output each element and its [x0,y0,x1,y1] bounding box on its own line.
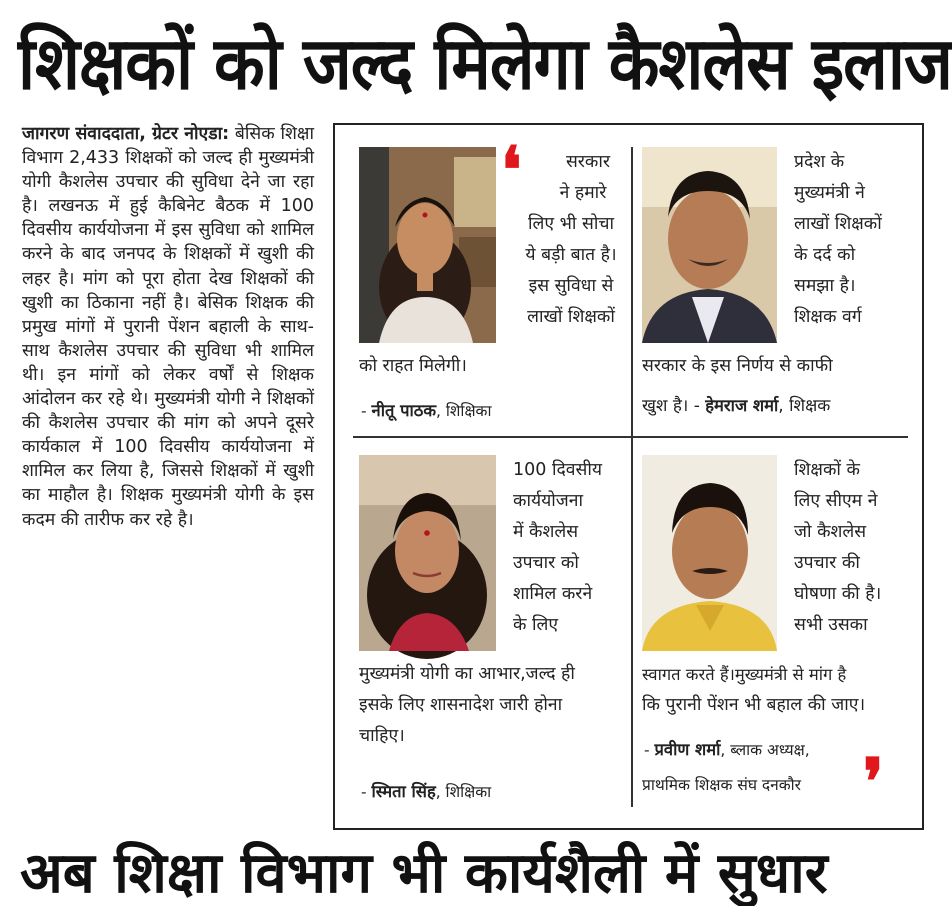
quote-1-role: , शिक्षिका [436,402,492,420]
quote-1-tail: को राहत मिलेगी। [359,356,467,376]
quote-1-attribution: - नीतू पाठक, शिक्षिका [361,401,492,420]
vertical-divider [631,147,633,807]
quote-3-line: कार्ययोजना [513,491,584,511]
photo-smita-singh [359,455,496,651]
photo-praveen-sharma [642,455,777,651]
quote-1-line: लाखों शिक्षकों [527,307,615,327]
headline: शिक्षकों को जल्द मिलेगा कैशलेस इलाज [18,21,952,107]
close-quote-icon: ❜ [863,745,884,820]
quote-3-role: , शिक्षिका [435,783,492,801]
quote-4-line: सभी उसका [794,615,868,635]
next-headline-text: अब शिक्षा विभाग भी कार्यशैली में सुधार [20,841,828,906]
quote-3-attribution: - स्मिता सिंह, शिक्षिका [361,782,492,801]
quote-4-tail [642,659,922,721]
quote-2-line: समझा है। [794,276,856,296]
quote-1-line: लिए भी सोचा [527,214,615,234]
quote-4-lines [794,455,919,641]
quote-4-line: शिक्षकों के [794,460,860,480]
quote-2-name: हेमराज शर्मा [705,396,779,415]
quote-2-line: मुख्यमंत्री ने [794,183,865,203]
quote-2-role: , शिक्षक [778,396,831,416]
quote-3-line: शामिल करने [513,584,593,604]
quote-2-line: लाखों शिक्षकों [794,214,882,234]
quote-1-line: ये बड़ी बात है। [525,245,617,265]
next-headline-cropped [20,841,920,906]
quote-4-tail-line: कि पुरानी पेंशन भी बहाल की जाए। [642,695,866,715]
open-quote-icon: ❛ [501,133,522,208]
quote-4-role: , ब्लाक अध्यक्ष, [720,741,810,759]
quote-3-name: स्मिता सिंह [371,782,436,801]
photo-hemraj-sharma [642,147,777,343]
quote-2-tail: सरकार के इस निर्णय से काफी [642,356,833,376]
quote-4-name: प्रवीण शर्मा [654,740,721,759]
quote-1-line: इस सुविधा से [528,276,614,296]
quote-1-name: नीतू पाठक [371,401,437,420]
quote-3-lines [513,455,629,641]
quote-2-line: प्रदेश के [794,152,845,172]
quote-3-tail-line: चाहिए। [359,726,405,746]
quote-1-lines [513,147,629,333]
photo-neetu-pathak [359,147,496,343]
quote-4-line: जो कैशलेस [794,522,867,542]
quote-3-tail [359,659,629,752]
quote-2-line: के दर्द को [794,245,856,265]
quote-3-line: में कैशलेस [513,522,579,542]
quotes-box [333,123,924,830]
quote-1-line: सरकार [565,152,611,172]
article-body [22,122,314,532]
quote-4-attribution: - प्रवीण शर्मा, ब्लाक अध्यक्ष, [644,740,810,759]
quote-3-tail-line: इसके लिए शासनादेश जारी होना [359,695,563,715]
article-text: बेसिक शिक्षा विभाग 2,433 शिक्षकों को जल्द ही मुख्यमंत्री योगी कैशलेस उपचार की सुविधा देने जा रहा है। लखनऊ में हुई कैबिनेट बैठक में 100 दिवसीय कार्ययोजना में इस सुविधा को शामिल करने के बाद जनपद के शिक्षकों में खुशी की लहर है। मांग को पूरा होता देख शिक्षकों की खुशी का ठिकाना नहीं है। बेसिक शिक्षक की प्रमुख मांगों में पुरानी पेंशन बहाली के साथ-साथ कैशलेस उपचार की सुविधा भी शामिल थी। इन मांगों को लेकर वर्षों से शिक्षक आंदोलन कर रहे थे। मुख्यमंत्री योगी ने शिक्षकों की कैशलेस उपचार की मांग को अपने दूसरे कार्यकाल में 100 दिवसीय कार्ययोजना में शामिल कर लिया है, जिससे शिक्षकों में खुशी का माहौल है। शिक्षक मुख्यमंत्री योगी के इस कदम की तारीफ कर रहे है। [22,124,314,530]
article-byline: जागरण संवाददाता, ग्रेटर नोएडा: [22,124,230,144]
quote-4-line: लिए सीएम ने [794,491,878,511]
quote-4-tail-line: स्वागत करते हैं।मुख्यमंत्री से मांग है [642,665,847,684]
quote-3-tail-line: मुख्यमंत्री योगी का आभार,जल्द ही [359,664,575,684]
quote-3-line: के लिए [513,615,559,635]
quote-1-line: ने हमारे [559,183,607,203]
quote-3-line: उपचार को [513,553,579,573]
horizontal-divider [353,436,908,438]
quote-2-lines [794,147,919,333]
quote-3-line: 100 दिवसीय [513,460,603,480]
quote-4-line: घोषणा की है। [794,584,882,604]
quote-2-line: शिक्षक वर्ग [794,307,862,327]
quote-2-attribution [642,393,830,416]
quote-4-role-line2: प्राथमिक शिक्षक संघ दनकौर [642,776,802,794]
quote-2-tail2: खुश है। - [642,396,706,416]
quote-4-line: उपचार की [794,553,860,573]
